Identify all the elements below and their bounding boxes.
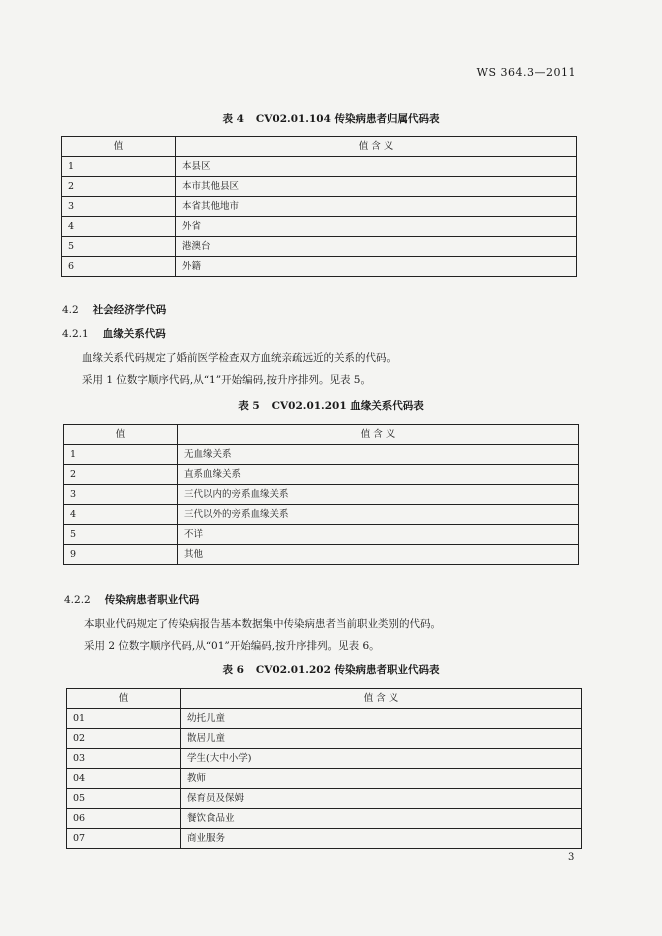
table-4-caption (0, 111, 662, 126)
cell-meaning: 餐饮食品业 (181, 809, 582, 829)
column-header-value: 值 (64, 425, 178, 445)
table-row (62, 217, 577, 237)
table-row (64, 445, 579, 465)
cell-meaning: 本省其他地市 (176, 197, 577, 217)
cell-value: 04 (67, 769, 181, 789)
table-6 (66, 688, 582, 849)
column-header-value: 值 (62, 137, 176, 157)
table-row (64, 505, 579, 525)
table-4-label: 表 4 (222, 113, 244, 125)
cell-meaning: 保育员及保姆 (181, 789, 582, 809)
cell-meaning: 三代以内的旁系血缘关系 (178, 485, 579, 505)
column-header-value: 值 (67, 689, 181, 709)
section-4-2-heading (62, 302, 166, 317)
cell-value: 2 (64, 465, 178, 485)
section-number: 4.2.2 (64, 594, 91, 606)
cell-value: 4 (62, 217, 176, 237)
section-4-2-1-para-1: 血缘关系代码规定了婚前医学检查双方血统亲疏远近的关系的代码。 (82, 352, 397, 364)
column-header-meaning: 值 含 义 (181, 689, 582, 709)
table-6-caption (0, 662, 662, 677)
standard-id: WS 364.3—2011 (476, 66, 576, 79)
table-row (67, 749, 582, 769)
section-number: 4.2 (62, 304, 79, 316)
table-header-row (62, 137, 577, 157)
table-5-caption (0, 398, 662, 413)
cell-value: 03 (67, 749, 181, 769)
table-row (67, 709, 582, 729)
table-header-row (67, 689, 582, 709)
table-row (64, 545, 579, 565)
page-number: 3 (568, 852, 575, 863)
cell-meaning: 外籍 (176, 257, 577, 277)
cell-value: 07 (67, 829, 181, 849)
table-row (62, 237, 577, 257)
cell-value: 3 (64, 485, 178, 505)
section-title: 血缘关系代码 (102, 328, 166, 340)
cell-meaning: 无血缘关系 (178, 445, 579, 465)
cell-value: 06 (67, 809, 181, 829)
table-6-title: CV02.01.202 传染病患者职业代码表 (255, 664, 440, 676)
cell-meaning: 商业服务 (181, 829, 582, 849)
table-row (64, 485, 579, 505)
table-row (67, 769, 582, 789)
section-4-2-2-para-1: 本职业代码规定了传染病报告基本数据集中传染病患者当前职业类别的代码。 (84, 618, 441, 630)
cell-meaning: 本县区 (176, 157, 577, 177)
cell-value: 2 (62, 177, 176, 197)
cell-value: 02 (67, 729, 181, 749)
cell-value: 5 (64, 525, 178, 545)
table-row (67, 729, 582, 749)
table-row (62, 257, 577, 277)
column-header-meaning: 值 含 义 (176, 137, 577, 157)
cell-value: 3 (62, 197, 176, 217)
cell-value: 01 (67, 709, 181, 729)
cell-meaning: 直系血缘关系 (178, 465, 579, 485)
cell-meaning: 学生(大中小学) (181, 749, 582, 769)
section-title: 传染病患者职业代码 (104, 594, 200, 606)
table-row (62, 157, 577, 177)
cell-meaning: 幼托儿童 (181, 709, 582, 729)
cell-value: 9 (64, 545, 178, 565)
table-header-row (64, 425, 579, 445)
table-5 (63, 424, 579, 565)
cell-meaning: 三代以外的旁系血缘关系 (178, 505, 579, 525)
table-5-title: CV02.01.201 血缘关系代码表 (271, 400, 424, 412)
section-title: 社会经济学代码 (92, 304, 167, 316)
table-row (64, 465, 579, 485)
table-row (67, 809, 582, 829)
cell-meaning: 散居儿童 (181, 729, 582, 749)
table-4-title: CV02.01.104 传染病患者归属代码表 (255, 113, 440, 125)
section-4-2-1-heading (62, 326, 166, 341)
cell-value: 6 (62, 257, 176, 277)
column-header-meaning: 值 含 义 (178, 425, 579, 445)
cell-value: 05 (67, 789, 181, 809)
table-row (67, 829, 582, 849)
cell-meaning: 教师 (181, 769, 582, 789)
cell-meaning: 港澳台 (176, 237, 577, 257)
table-6-label: 表 6 (222, 664, 244, 676)
section-4-2-2-para-2: 采用 2 位数字顺序代码,从“01”开始编码,按升序排列。见表 6。 (84, 640, 380, 652)
section-4-2-2-heading (64, 592, 199, 607)
cell-value: 5 (62, 237, 176, 257)
table-4 (61, 136, 577, 277)
section-4-2-1-para-2: 采用 1 位数字顺序代码,从“1”开始编码,按升序排列。见表 5。 (82, 374, 371, 386)
cell-meaning: 本市其他县区 (176, 177, 577, 197)
table-5-label: 表 5 (238, 400, 260, 412)
table-row (67, 789, 582, 809)
cell-value: 1 (62, 157, 176, 177)
cell-value: 1 (64, 445, 178, 465)
cell-value: 4 (64, 505, 178, 525)
cell-meaning: 其他 (178, 545, 579, 565)
section-number: 4.2.1 (62, 328, 89, 340)
cell-meaning: 不详 (178, 525, 579, 545)
table-row (62, 177, 577, 197)
table-row (64, 525, 579, 545)
table-row (62, 197, 577, 217)
cell-meaning: 外省 (176, 217, 577, 237)
